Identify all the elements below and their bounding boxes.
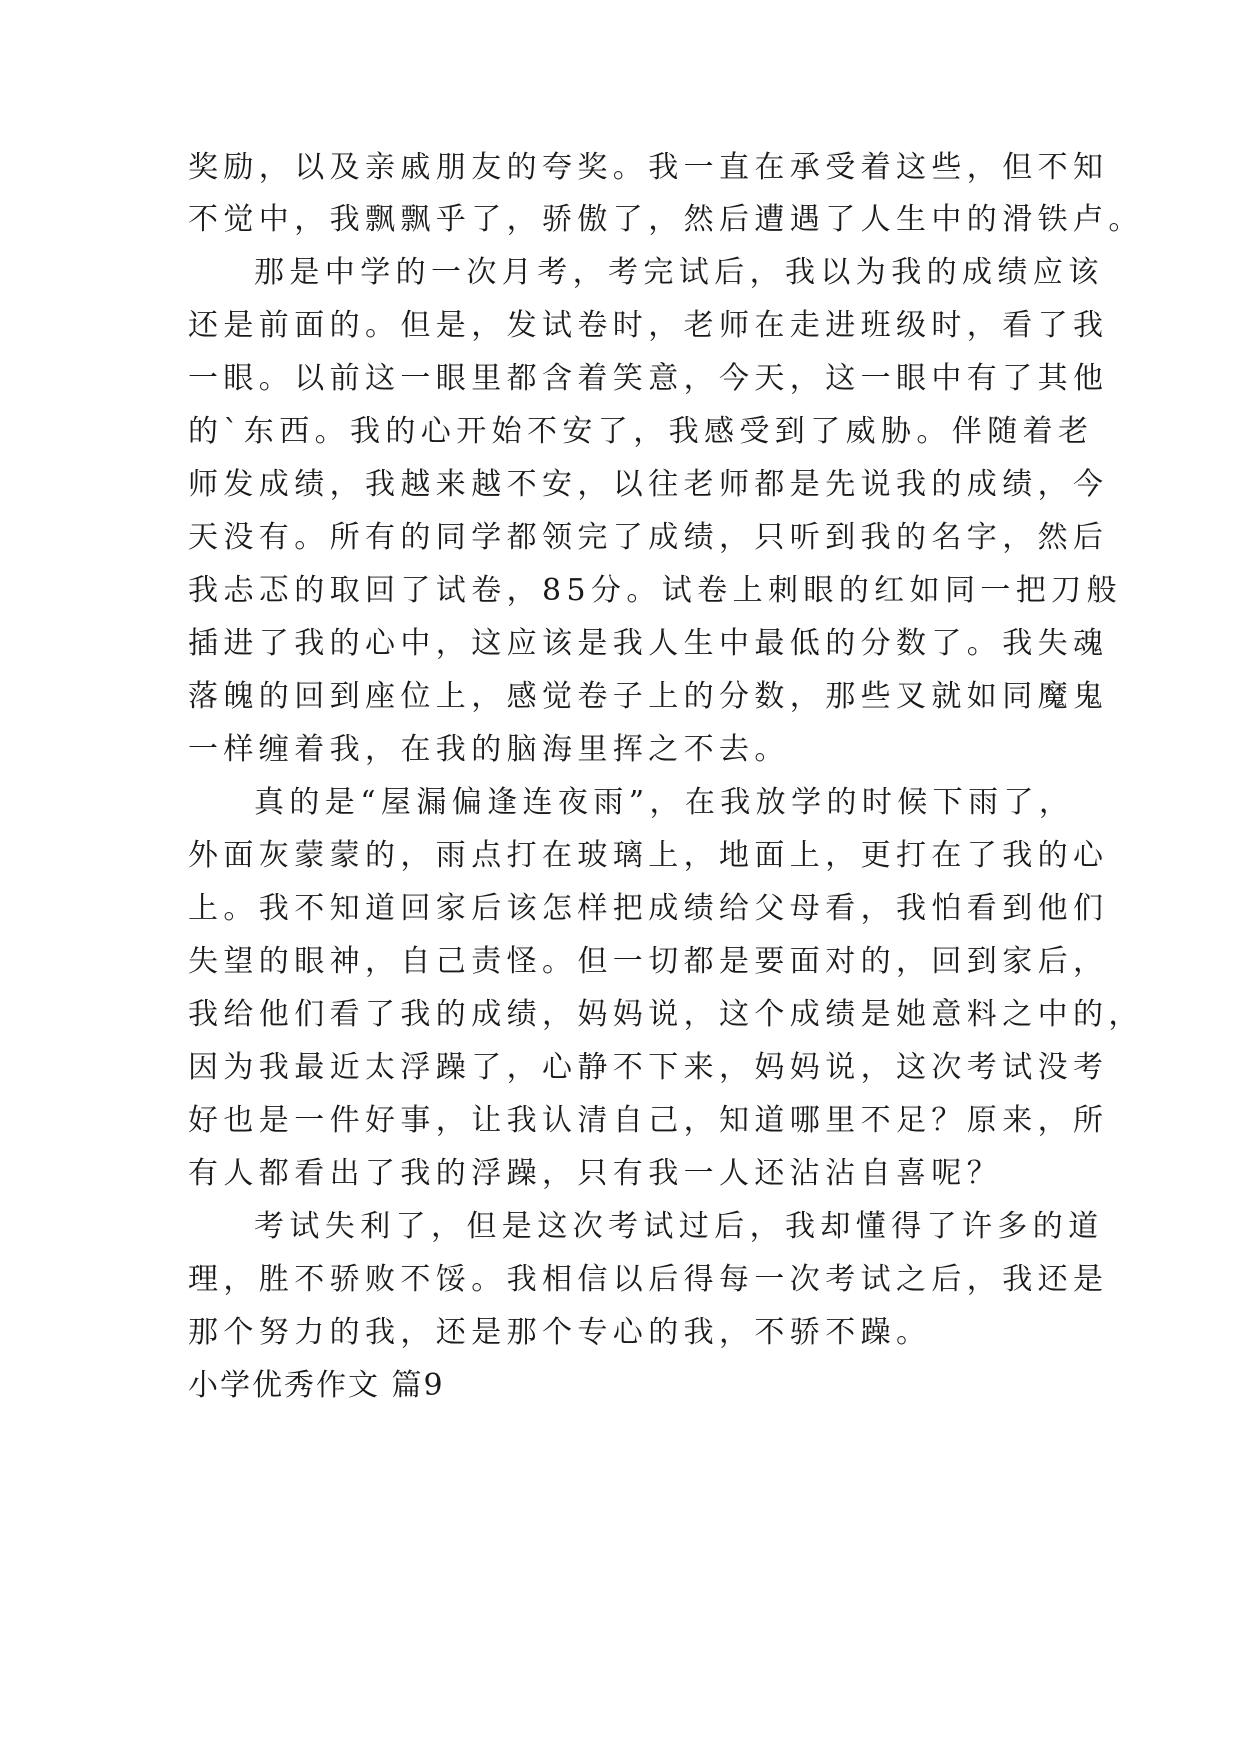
paragraph-line: 还是前面的。但是，发试卷时，老师在走进班级时，看了我 xyxy=(188,308,1109,343)
paragraph-line: 失望的眼神，自己责怪。但一切都是要面对的，回到家后， xyxy=(188,944,1109,979)
paragraph-line: 我忐忑的取回了试卷，85分。试卷上刺眼的红如同一把刀般 xyxy=(188,573,1122,608)
paragraph-line: 一样缠着我，在我的脑海里挥之不去。 xyxy=(188,732,790,767)
paragraph-first-line: 真的是“屋漏偏逢连夜雨”，在我放学的时候下雨了， xyxy=(254,785,1075,820)
paragraph-line: 天没有。所有的同学都领完了成绩，只听到我的名字，然后 xyxy=(188,520,1109,555)
paragraph-line: 不觉中，我飘飘乎了，骄傲了，然后遭遇了人生中的滑铁卢。 xyxy=(188,202,1144,237)
paragraph-line: 理，胜不骄败不馁。我相信以后得每一次考试之后，我还是 xyxy=(188,1262,1109,1297)
paragraph-line: 奖励，以及亲戚朋友的夸奖。我一直在承受着这些，但不知 xyxy=(188,150,1109,185)
section-heading: 小学优秀作文 篇9 xyxy=(188,1368,445,1403)
paragraph-line: 一眼。以前这一眼里都含着笑意，今天，这一眼中有了其他 xyxy=(188,361,1109,396)
paragraph-line: 那个努力的我，还是那个专心的我，不骄不躁。 xyxy=(188,1315,932,1350)
paragraph-line: 上。我不知道回家后该怎样把成绩给父母看，我怕看到他们 xyxy=(188,891,1109,926)
paragraph-line: 师发成绩，我越来越不安，以往老师都是先说我的成绩，今 xyxy=(188,467,1109,502)
paragraph-line: 因为我最近太浮躁了，心静不下来，妈妈说，这次考试没考 xyxy=(188,1050,1109,1085)
paragraph-first-line: 考试失利了，但是这次考试过后，我却懂得了许多的道 xyxy=(254,1209,1104,1244)
paragraph-line: 我给他们看了我的成绩，妈妈说，这个成绩是她意料之中的， xyxy=(188,997,1144,1032)
paragraph-line: 落魄的回到座位上，感觉卷子上的分数，那些叉就如同魔鬼 xyxy=(188,679,1109,714)
paragraph-line: 有人都看出了我的浮躁，只有我一人还沾沾自喜呢？ xyxy=(188,1156,1003,1191)
paragraph-line: 的`东西。我的心开始不安了，我感受到了威胁。伴随着老 xyxy=(188,414,1094,449)
paragraph-line: 好也是一件好事，让我认清自己，知道哪里不足？原来，所 xyxy=(188,1103,1109,1138)
paragraph-first-line: 那是中学的一次月考，考完试后，我以为我的成绩应该 xyxy=(254,255,1104,290)
paragraph-line: 外面灰蒙蒙的，雨点打在玻璃上，地面上，更打在了我的心 xyxy=(188,838,1109,873)
paragraph-line: 插进了我的心中，这应该是我人生中最低的分数了。我失魂 xyxy=(188,626,1109,661)
